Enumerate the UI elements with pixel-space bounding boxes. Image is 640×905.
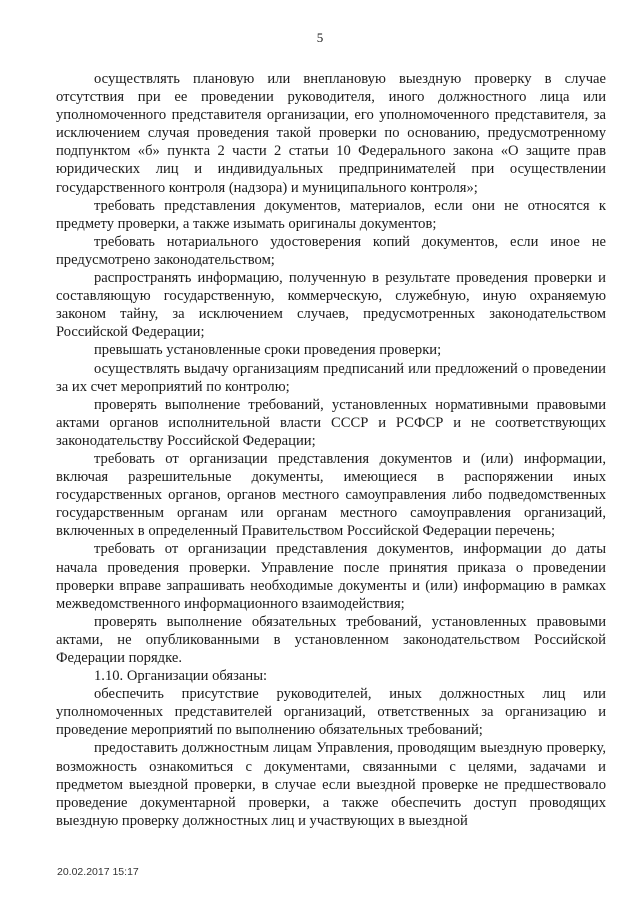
paragraph: превышать установленные сроки проведения проверки; <box>94 342 442 359</box>
paragraph: осуществлять выдачу организациям предписаний или предложений о проведении за их счет мероприятий по контролю; <box>56 360 606 395</box>
paragraph: предоставить должностным лицам Управления, проводящим выездную проверку, возможность ознакомиться с документами, связанными с целями, задачами и предметом выездной проверки, в случае если выездной проверке не предшествовало проведение документарной проверки, а также обеспечить доступ проводящих выездную проверку должностных лиц и участвующих в выездной <box>56 740 606 829</box>
paragraph: осуществлять плановую или внеплановую выездную проверку в случае отсутствия при ее проведении руководителя, иного должностного лица или уполномоченного представителя организации, его уполномоченного представителя, за исключением случая проведения такой проверки по основанию, предусмотренному подпунктом «б» пункта 2 части 2 статьи 10 Федерального закона «О защите прав юридических лиц и индивидуальных предпринимателей при осуществлении государственного контроля (надзора) и муниципального контроля»; <box>56 71 606 196</box>
paragraph: требовать от организации представления документов, информации до даты начала проведения проверки. Управление после принятия приказа о проведении проверки вправе запрашивать необходимые документы и (или) информацию в рамках межведомственного информационного взаимодействия; <box>56 541 606 612</box>
paragraph: проверять выполнение требований, установленных нормативными правовыми актами органов исполнительной власти СССР и РСФСР и не соответствующих законодательству Российской Федерации; <box>56 396 606 449</box>
footer-timestamp: 20.02.2017 15:17 <box>57 866 139 878</box>
paragraph: распространять информацию, полученную в результате проведения проверки и составляющую государственную, коммерческую, служебную, иную охраняемую законом тайну, за исключением случаев, предусмотренных законодательством Российской Федерации; <box>56 270 606 341</box>
paragraph: требовать представления документов, материалов, если они не относятся к предмету проверки, а также изымать оригиналы документов; <box>56 197 606 232</box>
page-number: 5 <box>316 30 324 45</box>
paragraph: проверять выполнение обязательных требований, установленных правовыми актами, не опубликованными в установленном законодательством Российской Федерации порядке. <box>56 613 606 666</box>
paragraph: требовать от организации представления документов и (или) информации, включая разрешительные документы, имеющиеся в распоряжении иных государственных органов, органов местного самоуправления либо подведомственных государственным органам или органам местного самоуправления организаций, включенных в определенный Правительством Российской Федерации перечень; <box>56 450 606 540</box>
paragraph: обеспечить присутствие руководителей, иных должностных лиц или уполномоченных представителей организаций, ответственных за организацию и проведение мероприятий по выполнению обязательных требований; <box>56 686 606 739</box>
paragraph: требовать нотариального удостоверения копий документов, если иное не предусмотрено законодательством; <box>56 233 606 268</box>
document-body <box>56 70 606 830</box>
section-heading: 1.10. Организации обязаны: <box>94 668 268 685</box>
